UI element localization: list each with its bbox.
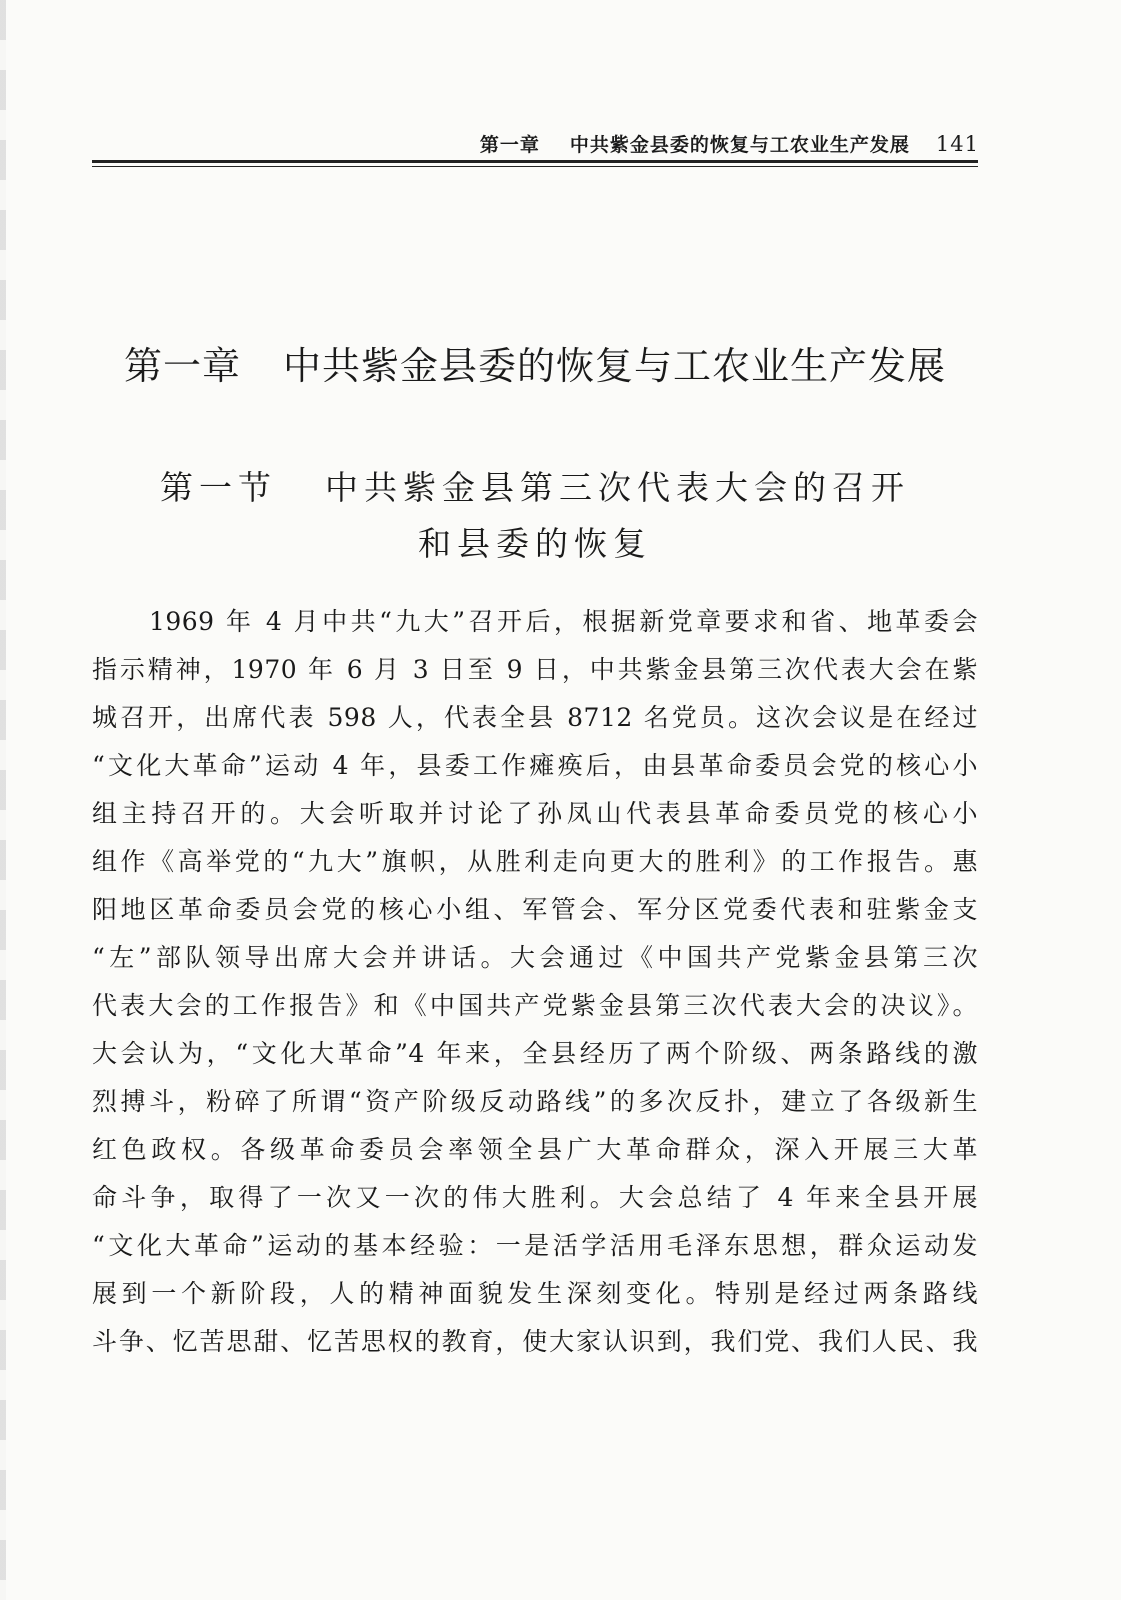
chapter-label: 第一章	[123, 344, 241, 388]
body-line: 红色政权。各级革命委员会率领全县广大革命群众，深入开展三大革	[92, 1135, 978, 1164]
body-line: 斗争、忆苦思甜、忆苦思权的教育，使大家认识到，我们党、我们人民、我	[92, 1327, 978, 1356]
header-rule-thick	[92, 160, 978, 163]
section-title-line-2	[0, 516, 1070, 572]
body-text	[92, 598, 978, 1366]
binding-edge	[0, 0, 6, 1600]
header-rule-thin	[92, 166, 978, 167]
body-line: 展到一个新阶段，人的精神面貌发生深刻变化。特别是经过两条路线	[92, 1279, 978, 1308]
body-line: 城召开，出席代表 598 人，代表全县 8712 名党员。这次会议是在经过	[92, 703, 978, 732]
body-line: 阳地区革命委员会党的核心小组、军管会、军分区党委代表和驻紫金支	[92, 895, 978, 924]
running-header-title: 中共紫金县委的恢复与工农业生产发展	[569, 134, 910, 156]
section-title-line-1	[0, 460, 1070, 516]
body-line: 大会认为，“文化大革命”4 年来，全县经历了两个阶级、两条路线的激	[92, 1039, 978, 1068]
body-line: 代表大会的工作报告》和《中国共产党紫金县第三次代表大会的决议》。	[92, 991, 978, 1020]
running-header-chapter: 第一章	[479, 134, 540, 156]
section-title	[0, 460, 1070, 572]
body-line: 命斗争，取得了一次又一次的伟大胜利。大会总结了 4 年来全县开展	[92, 1183, 978, 1212]
header-rule	[92, 160, 978, 169]
body-line: “文化大革命”运动的基本经验：一是活学活用毛泽东思想，群众运动发	[92, 1231, 978, 1260]
chapter-title	[0, 335, 1070, 390]
page-number: 141	[935, 132, 979, 156]
body-line: 1969 年 4 月中共“九大”召开后，根据新党章要求和省、地革委会	[92, 607, 978, 636]
section-label: 第一节	[160, 468, 277, 507]
body-line: 组作《高举党的“九大”旗帜，从胜利走向更大的胜利》的工作报告。惠	[92, 847, 978, 876]
body-line: “左”部队领导出席大会并讲话。大会通过《中国共产党紫金县第三次	[92, 943, 978, 972]
body-line: 烈搏斗，粉碎了所谓“资产阶级反动路线”的多次反扑，建立了各级新生	[92, 1087, 978, 1116]
body-line: 组主持召开的。大会听取并讨论了孙凤山代表县革命委员党的核心小	[92, 799, 978, 828]
section-title-text-2: 和县委的恢复	[418, 524, 652, 563]
body-line: “文化大革命”运动 4 年，县委工作瘫痪后，由县革命委员会党的核心小	[92, 751, 978, 780]
chapter-title-text: 中共紫金县委的恢复与工农业生产发展	[283, 344, 947, 388]
section-title-text-1: 中共紫金县第三次代表大会的召开	[325, 468, 910, 507]
body-line: 指示精神，1970 年 6 月 3 日至 9 日，中共紫金县第三次代表大会在紫	[92, 655, 978, 684]
